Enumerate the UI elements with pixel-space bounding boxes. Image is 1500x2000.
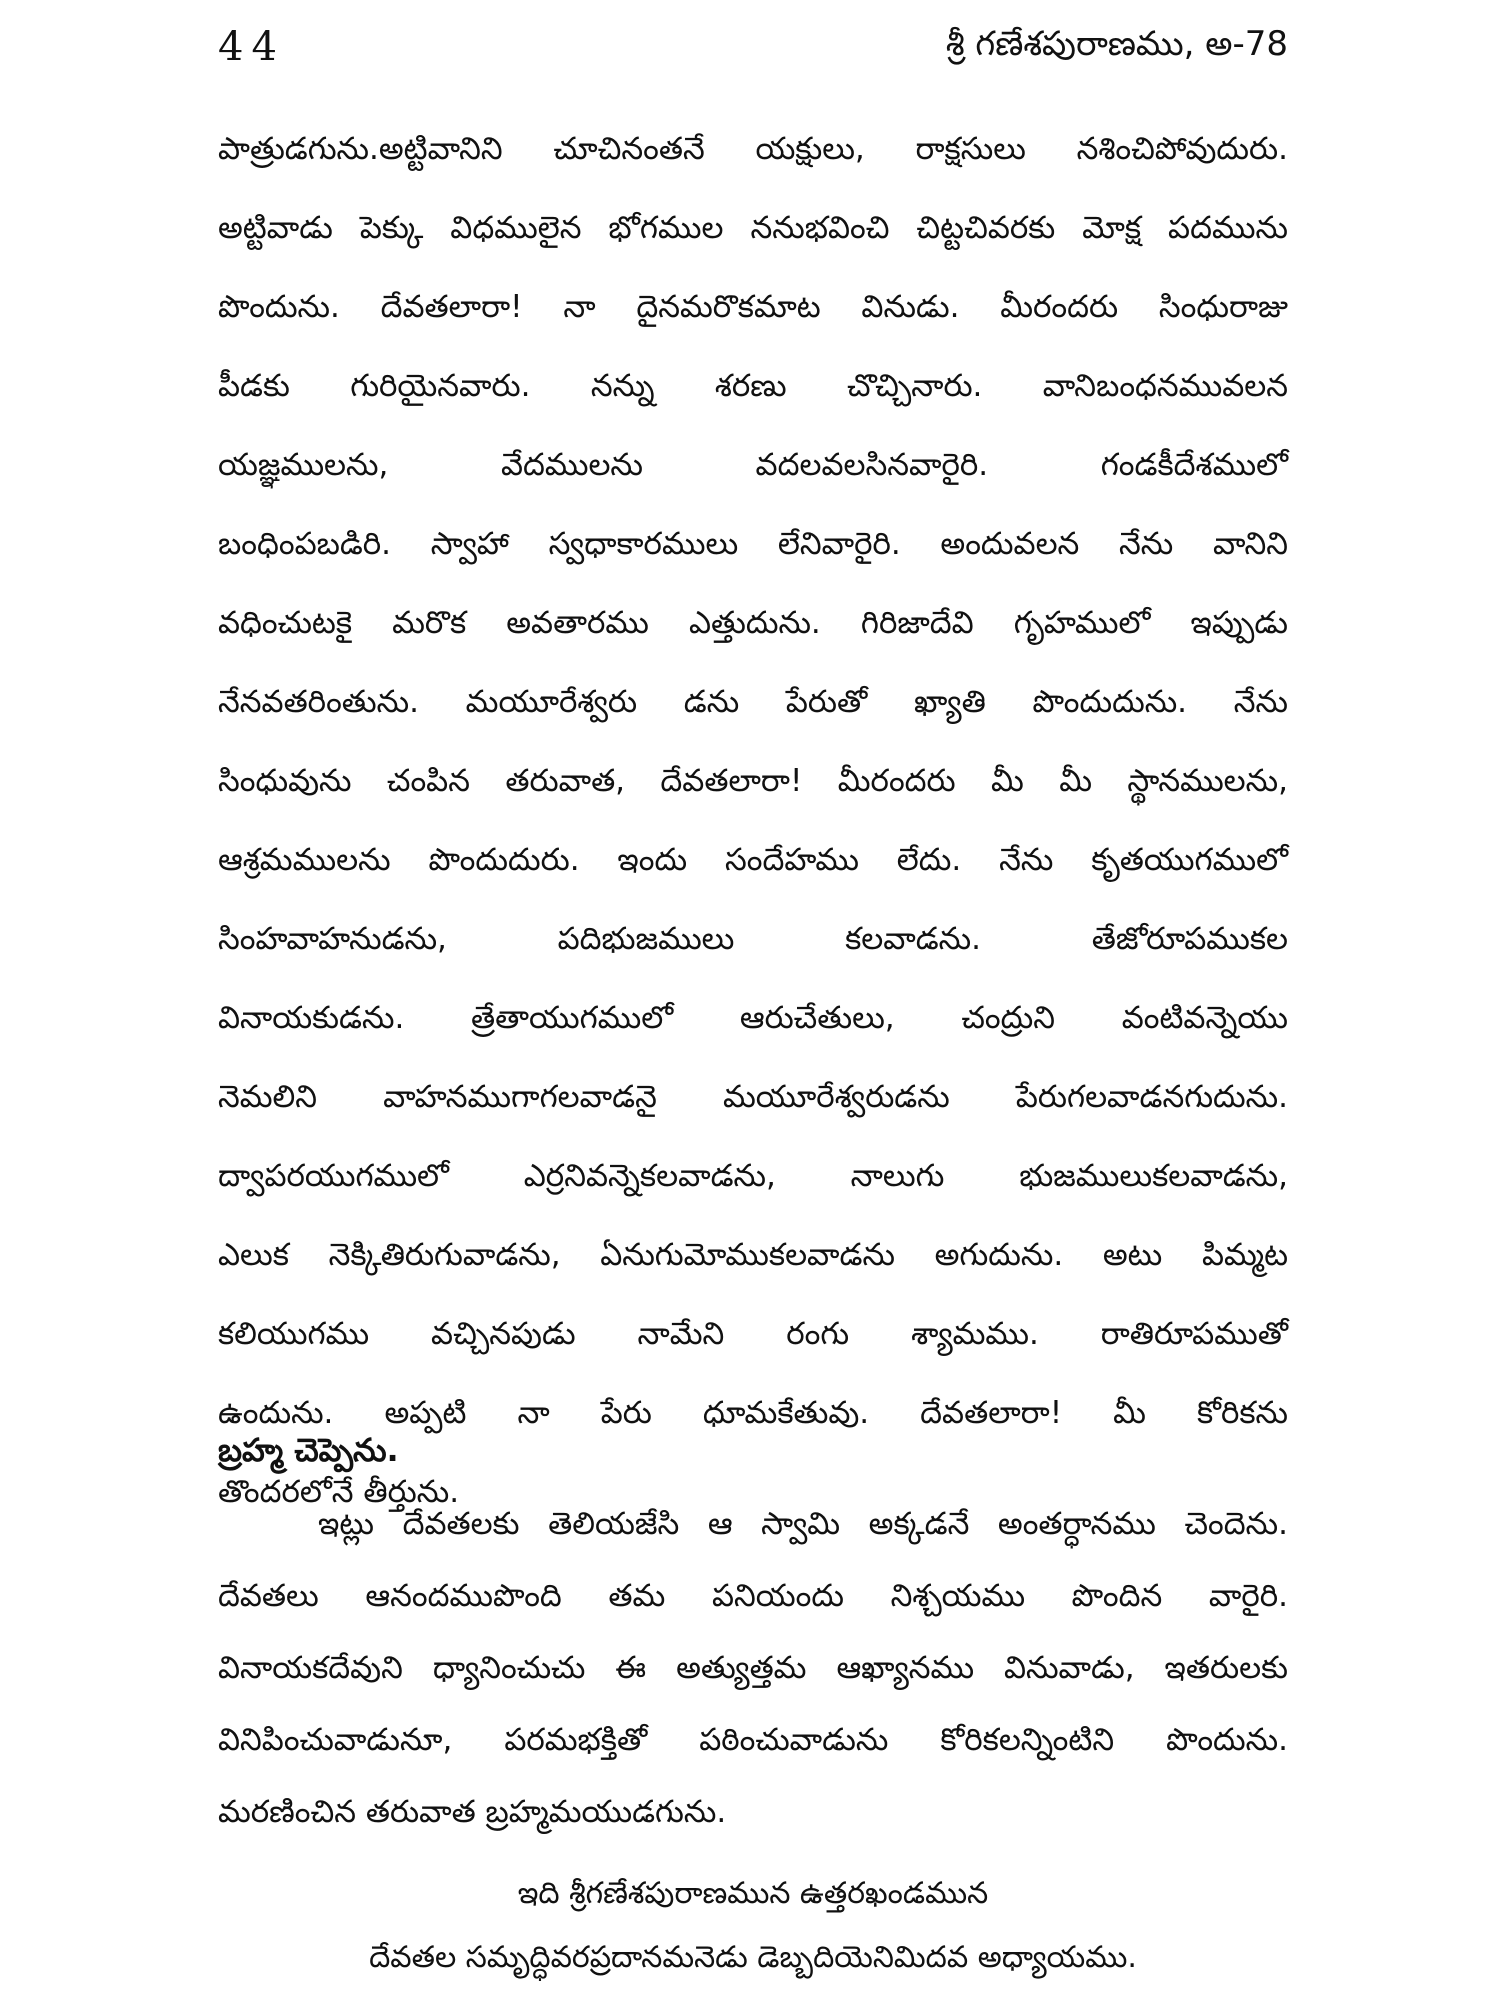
text-line: ఉందును. అప్పటి నా పేరు ధూమకేతువు. దేవతలారా! మీ కోరికను bbox=[218, 1395, 1288, 1431]
running-title: శ్రీ గణేశపురాణము, అ-78 bbox=[945, 24, 1288, 64]
chapter-colophon bbox=[218, 1862, 1288, 1990]
paragraph-1 bbox=[218, 110, 1288, 1532]
colophon-line: ఇది శ్రీగణేశపురాణమున ఉత్తరఖండమున bbox=[517, 1876, 989, 1911]
text-line: పీడకు గురియైనవారు. నన్ను శరణు చొచ్చినారు. వానిబంధనమువలన bbox=[218, 368, 1288, 404]
section-heading: బ్రహ్మ చెప్పెను. bbox=[218, 1431, 399, 1469]
text-line: సింహవాహనుడను, పదిభుజములు కలవాడను. తేజోరూపముకల bbox=[218, 921, 1288, 957]
text-line: ఆశ్రమములను పొందుదురు. ఇందు సందేహము లేదు. నేను కృతయుగములో bbox=[218, 842, 1288, 878]
text-line: వినాయకుడను. త్రేతాయుగములో ఆరుచేతులు, చంద్రుని వంటివన్నెయు bbox=[218, 1000, 1288, 1036]
text-line: ఇట్లు దేవతలకు తెలియజేసి ఆ స్వామి అక్కడనే అంతర్ధానము చెందెను. bbox=[318, 1506, 1288, 1542]
text-line: తొందరలోనే తీర్తును. bbox=[218, 1474, 460, 1510]
text-line: ఎలుక నెక్కితిరుగువాడను, ఏనుగుమోముకలవాడను అగుదును. అటు పిమ్మట bbox=[218, 1237, 1288, 1273]
text-line: పాత్రుడగును.అట్టివానిని చూచినంతనే యక్షులు, రాక్షసులు నశించిపోవుదురు. bbox=[218, 131, 1288, 167]
text-line: వధించుటకై మరొక అవతారము ఎత్తుదును. గిరిజాదేవి గృహములో ఇప్పుడు bbox=[218, 605, 1288, 641]
paragraph-2 bbox=[218, 1488, 1288, 1848]
text-line: వినాయకదేవుని ధ్యానించుచు ఈ అత్యుత్తమ ఆఖ్యానము వినువాడు, ఇతరులకు bbox=[218, 1650, 1288, 1686]
text-line: దేవతలు ఆనందముపొంది తమ పనియందు నిశ్చయము పొందిన వారైరి. bbox=[218, 1578, 1288, 1614]
colophon-line: దేవతల సమృద్ధివరప్రదానమనెడు డెబ్బదియెనిమిదవ అధ్యాయము. bbox=[369, 1940, 1137, 1975]
text-line: వినిపించువాడునూ, పరమభక్తితో పఠించువాడును కోరికలన్నింటిని పొందును. bbox=[218, 1722, 1288, 1758]
text-line: సింధువును చంపిన తరువాత, దేవతలారా! మీరందరు మీ మీ స్థానములను, bbox=[218, 763, 1288, 799]
page-number: 44 bbox=[218, 24, 285, 70]
text-line: మరణించిన తరువాత బ్రహ్మమయుడగును. bbox=[218, 1794, 727, 1830]
text-line: నేనవతరింతును. మయూరేశ్వరు డను పేరుతో ఖ్యాతి పొందుదును. నేను bbox=[218, 684, 1288, 720]
text-line: యజ్ఞములను, వేదములను వదలవలసినవారైరి. గండకీదేశములో bbox=[218, 447, 1288, 483]
text-line: నెమలిని వాహనముగాగలవాడనై మయూరేశ్వరుడను పేరుగలవాడనగుదును. bbox=[218, 1079, 1288, 1115]
page-header bbox=[218, 18, 1288, 88]
text-line: కలియుగము వచ్చినపుడు నామేని రంగు శ్యామము. రాతిరూపముతో bbox=[218, 1316, 1288, 1352]
text-line: అట్టివాడు పెక్కు విధములైన భోగముల ననుభవించి చిట్టచివరకు మోక్ష పదమును bbox=[218, 210, 1288, 246]
text-line: బంధింపబడిరి. స్వాహా స్వధాకారములు లేనివారైరి. అందువలన నేను వానిని bbox=[218, 526, 1288, 562]
text-line: పొందును. దేవతలారా! నా దైనమరొకమాట వినుడు. మీరందరు సింధురాజు bbox=[218, 289, 1288, 325]
text-line: ద్వాపరయుగములో ఎర్రనివన్నెకలవాడను, నాలుగు భుజములుకలవాడను, bbox=[218, 1158, 1288, 1194]
